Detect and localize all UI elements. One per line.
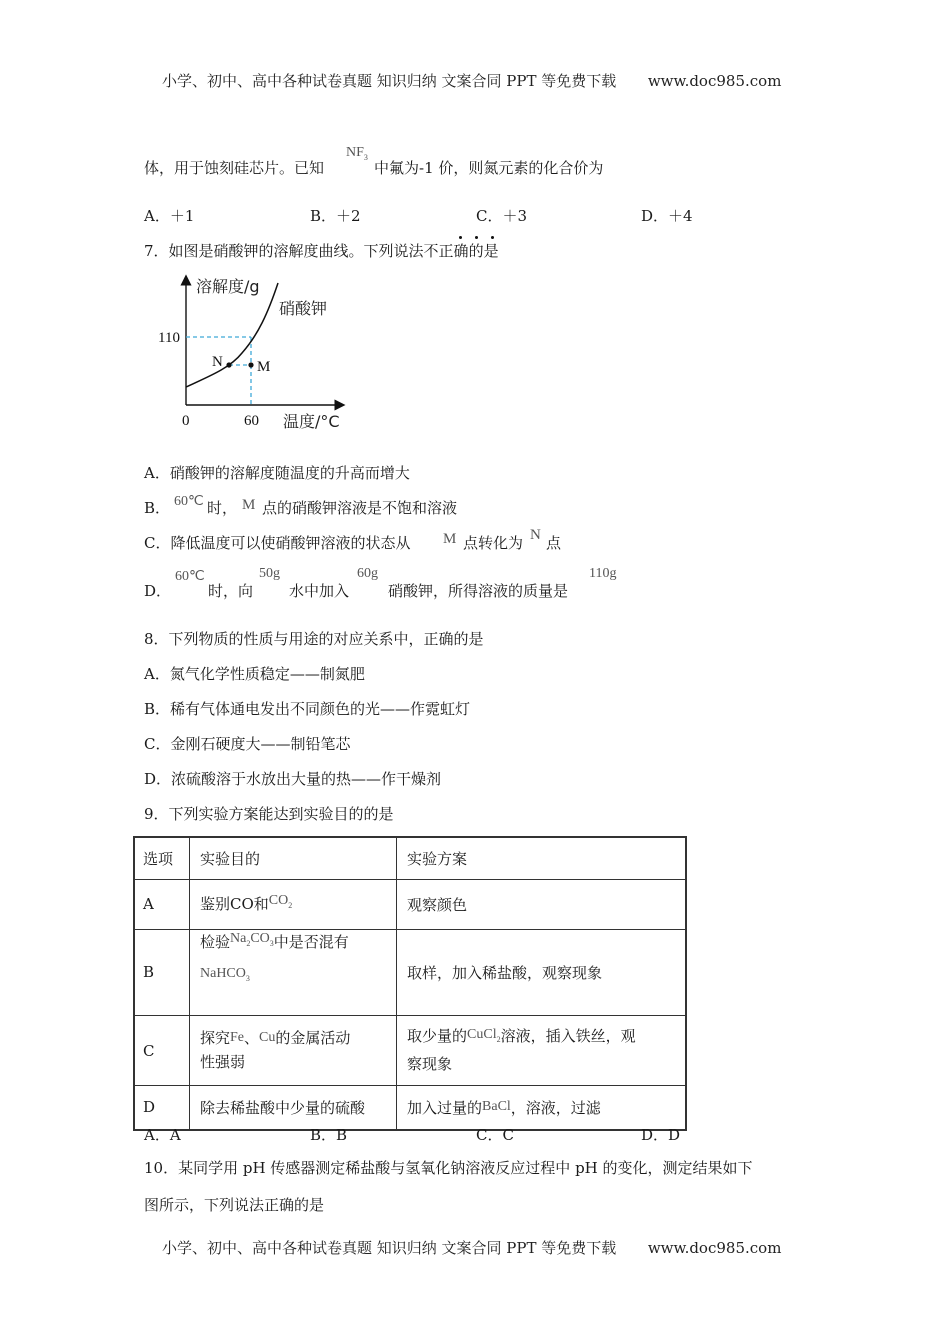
q9-option-d: D．D: [641, 1126, 681, 1144]
q8-option-c: C．金刚石硬度大——制铅笔芯: [144, 735, 351, 753]
table-header-row: [134, 837, 686, 879]
solubility-chart: [150, 268, 350, 438]
label-m: M: [257, 359, 271, 375]
q7-b-temp: 60℃: [174, 494, 204, 509]
label-n: N: [212, 354, 223, 370]
q7-option-a: A．硝酸钾的溶解度随温度的升高而增大: [144, 464, 410, 482]
q6-option-a: A．＋1: [144, 207, 195, 225]
table-row: C 探究Fe、Cu的金属活动 性强弱 取少量的CuCl$_2$溶液，插入铁丝，观 察现象: [134, 1016, 686, 1086]
q6-formula: $NF_3$: [346, 145, 368, 162]
q7-stem: 7．如图是硝酸钾的溶解度曲线。下列说法不正确的是: [144, 242, 499, 260]
table-row: A 鉴别CO和$CO_2$ 观察颜色: [134, 879, 686, 929]
q6-option-c: C．＋3: [476, 207, 528, 225]
q8-option-d: D．浓硫酸溶于水放出大量的热——作干燥剂: [144, 770, 442, 788]
q9-option-a: A．A: [144, 1126, 181, 1144]
q7-option-b: B．: [144, 499, 171, 517]
point-m: [248, 362, 253, 367]
page-footer: [162, 1237, 781, 1258]
q8-stem: 8．下列物质的性质与用途的对应关系中，正确的是: [144, 630, 484, 648]
q6-option-b: B．＋2: [310, 207, 361, 225]
emphasis-dot: [459, 236, 462, 239]
y-tick-110: 110: [158, 330, 180, 346]
header-url: www.doc985.com: [647, 72, 782, 90]
q6-text-after: 中氟为-1 价，则氮元素的化合价为: [374, 159, 604, 177]
emphasis-dot: [475, 236, 478, 239]
page-header: [162, 70, 781, 91]
table-row: D 除去稀盐酸中少量的硫酸 加入过量的BaCl，溶液，过滤: [134, 1086, 686, 1130]
q10-line-2: 图所示，下列说法正确的是: [144, 1196, 325, 1214]
header-plan: 实验方案: [397, 837, 687, 879]
experiment-table: [133, 836, 687, 1131]
q7-option-c: C．降低温度可以使硝酸钾溶液的状态从: [144, 534, 411, 552]
q10-line-1: 10．某同学用 pH 传感器测定稀盐酸与氢氧化钠溶液反应过程中 pH 的变化，测定结果如下: [144, 1159, 753, 1177]
q8-option-a: A．氮气化学性质稳定——制氮肥: [144, 665, 365, 683]
header-purpose: 实验目的: [190, 837, 397, 879]
y-axis-label: 溶解度/g: [196, 277, 260, 296]
x-tick-60: 60: [244, 413, 259, 429]
q6-text-before: 体，用于蚀刻硅芯片。已知: [144, 159, 325, 177]
q6-option-d: D．＋4: [641, 207, 693, 225]
header-option: 选项: [134, 837, 190, 879]
curve-label: 硝酸钾: [279, 299, 328, 318]
header-text: 小学、初中、高中各种试卷真题 知识归纳 文案合同 PPT 等免费下载: [162, 72, 617, 90]
table-row: B 检验$Na_2CO_3$中是否混有 NaHCO$_3$ 取样，加入稀盐酸，观察现象: [134, 929, 686, 1016]
q7-emphasis: 不正确: [423, 242, 469, 260]
point-n: [226, 362, 231, 367]
emphasis-dot: [491, 236, 494, 239]
footer-url: www.doc985.com: [647, 1239, 782, 1257]
q9-option-c: C．C: [476, 1126, 514, 1144]
x-tick-0: 0: [182, 413, 190, 429]
footer-text: 小学、初中、高中各种试卷真题 知识归纳 文案合同 PPT 等免费下载: [162, 1239, 617, 1257]
q9-option-b: B．B: [310, 1126, 348, 1144]
q9-stem: 9．下列实验方案能达到实验目的的是: [144, 805, 394, 823]
x-axis-label: 温度/°C: [283, 412, 340, 431]
q8-option-b: B．稀有气体通电发出不同颜色的光——作霓虹灯: [144, 700, 471, 718]
q7-option-d: D．: [144, 582, 172, 600]
